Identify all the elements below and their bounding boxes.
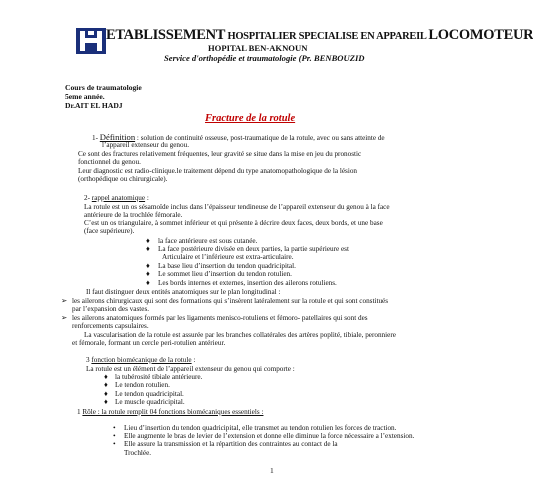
bullet-icon: ➢ — [61, 313, 68, 322]
line-text: Elle augmente le bras de levier de l’extension et donne elle diminue la force nécessaire a l’extension. — [124, 432, 415, 440]
document-title: Fracture de la rotule — [205, 113, 296, 124]
line-text: : — [145, 194, 149, 202]
bullet-icon: ♦ — [146, 244, 150, 253]
text-line — [84, 194, 149, 202]
text-line — [162, 253, 294, 261]
hospital-logo-icon — [76, 28, 106, 54]
text-line — [158, 270, 292, 278]
text-line — [124, 432, 414, 440]
section-number: 3 — [86, 356, 92, 364]
section-heading: Rôle — [82, 408, 96, 416]
line-text: renforcements capsulaires. — [72, 322, 149, 330]
line-text: La rotule est un os sésamoïde inclus dans l’épaisseur tendineuse de l’appareil extenseur du genou à la face — [84, 203, 390, 211]
line-text: : solution de continuité osseuse, post-traumatique de la rotule, avec ou sans atteinte de — [135, 134, 385, 142]
line-text: fonctionnel du genou. — [78, 158, 141, 166]
text-line — [86, 288, 280, 296]
line-text: Les bords internes et externes, insertion des ailerons rotuliens. — [158, 279, 337, 287]
bullet-icon: • — [113, 423, 116, 432]
course-author: Dr.AIT EL HADJ — [65, 101, 123, 110]
text-line — [78, 158, 141, 166]
line-text: Le tendon quadricipital. — [115, 390, 184, 398]
line-text: par l’expansion des vastes. — [72, 305, 150, 313]
text-line — [84, 203, 390, 211]
text-line — [84, 331, 396, 339]
line-text: Ce sont des fractures relativement fréquentes, leur gravité se situe dans la mise en jeu du pronostic — [78, 150, 362, 158]
line-text: Trochlée. — [124, 449, 152, 457]
bullet-icon: • — [113, 439, 116, 448]
line-text: C’est un os triangulaire, à sommet inférieur et qui présente à décrire deux faces, deux bords, et une base — [84, 219, 383, 227]
institution-title-part2: HOSPITALIER SPECIALISE EN APPAREIL — [225, 31, 429, 42]
line-text: Elle assure la transmission et la répartition des contraintes au contact de la — [124, 440, 338, 448]
page-number: 1 — [270, 466, 274, 475]
section-number: 2- — [84, 194, 92, 202]
text-line — [72, 297, 388, 305]
bullet-icon: ♦ — [104, 380, 108, 389]
text-line — [158, 262, 296, 270]
text-line — [158, 245, 349, 253]
service-name: Service d'orthopédie et traumatologie (Pr. BENBOUZID — [164, 53, 365, 63]
line-text: Lieu d’insertion du tendon quadricipital, elle transmet au tendon rotulien les forces de traction. — [124, 424, 397, 432]
bullet-icon: ♦ — [146, 278, 150, 287]
text-line — [84, 227, 134, 235]
text-line — [115, 381, 170, 389]
line-text: la face antérieure est sous cutanée. — [158, 237, 258, 245]
line-text: Articulaire et l’inférieure est extra-articulaire. — [162, 253, 294, 261]
bullet-icon: ♦ — [104, 372, 108, 381]
line-text: (face supérieure). — [84, 227, 135, 235]
institution-title-part3: LOCOMOTEUR — [428, 27, 533, 43]
bullet-icon: ♦ — [146, 269, 150, 278]
text-line — [72, 305, 149, 313]
line-text: La base lieu d’insertion du tendon quadricipital. — [158, 262, 296, 270]
line-text: et fémorale, formant un cercle peri-rotulien antérieur. — [72, 339, 226, 347]
institution-title-part1: ETABLISSEMENT — [106, 27, 226, 43]
text-line — [72, 314, 368, 322]
section-heading: fonction biomécanique de la rotule — [91, 356, 192, 364]
line-text: antérieure de la trochlée fémorale. — [84, 211, 183, 219]
text-line — [158, 237, 257, 245]
line-text: La rotule est un élément de l’appareil extenseur du genou qui comporte : — [86, 365, 295, 373]
line-text: (orthopédique ou chirurgicale). — [78, 175, 168, 183]
section-heading: Définition — [99, 132, 136, 142]
line-text: La vascularisation de la rotule est assurée par les branches collatérales des artères poplité, tibiale, peronniere — [84, 331, 396, 339]
line-text: Il faut distinguer deux entités anatomiques sur le plan longitudinal : — [86, 288, 281, 296]
section-heading: rappel anatomique — [91, 194, 146, 202]
text-line — [84, 219, 383, 227]
line-text: Le sommet lieu d’insertion du tendon rotulien. — [158, 270, 292, 278]
section-number: 1- — [92, 134, 100, 142]
bullet-icon: ♦ — [146, 261, 150, 270]
text-line — [78, 150, 361, 158]
line-text: : la rotule remplit 04 fonctions biomécaniques essentiels : — [95, 408, 264, 416]
line-text: l’appareil extenseur du genou. — [102, 141, 190, 149]
text-line — [124, 449, 151, 457]
text-line — [78, 167, 357, 175]
hospital-name: HOPITAL BEN-AKNOUN — [208, 43, 308, 53]
line-text: Le tendon rotulien. — [115, 381, 170, 389]
text-line — [124, 424, 396, 432]
line-text: Leur diagnostic est radio-clinique.le traitement dépend du type anatomopathologique de la lésion — [78, 167, 358, 175]
text-line — [102, 141, 189, 149]
bullet-icon: ♦ — [104, 389, 108, 398]
text-line — [115, 390, 184, 398]
text-line — [115, 398, 185, 406]
institution-title — [106, 27, 533, 44]
text-line — [78, 175, 167, 183]
bullet-icon: ♦ — [146, 236, 150, 245]
text-line — [72, 339, 225, 347]
line-text: les ailerons chirurgicaux qui sont des formations qui s’insèrent latéralement sur la rotule et qui sont constitués — [72, 297, 389, 305]
line-text: : — [191, 356, 196, 364]
text-line — [84, 211, 182, 219]
text-line — [86, 356, 195, 364]
course-name: Cours de traumatologie — [65, 83, 142, 92]
line-text: La face postérieure divisée en deux parties, la partie supérieure est — [158, 245, 349, 253]
bullet-icon: ♦ — [104, 397, 108, 406]
line-text: Le muscle quadricipital. — [115, 398, 185, 406]
text-line — [86, 365, 295, 373]
text-line — [124, 440, 338, 448]
bullet-icon: ➢ — [61, 296, 68, 305]
text-line — [158, 279, 337, 287]
text-line — [72, 322, 149, 330]
course-year: 5eme année. — [65, 92, 105, 101]
section-number: 1 — [77, 408, 83, 416]
bullet-icon: • — [113, 431, 116, 440]
text-line — [77, 408, 263, 416]
text-line — [115, 373, 202, 381]
line-text: la tubérosité tibiale antérieure. — [115, 373, 203, 381]
line-text: les ailerons anatomiques formés par les ligaments menisco-rotuliens et fémoro- patellaires qui sont des — [72, 314, 368, 322]
